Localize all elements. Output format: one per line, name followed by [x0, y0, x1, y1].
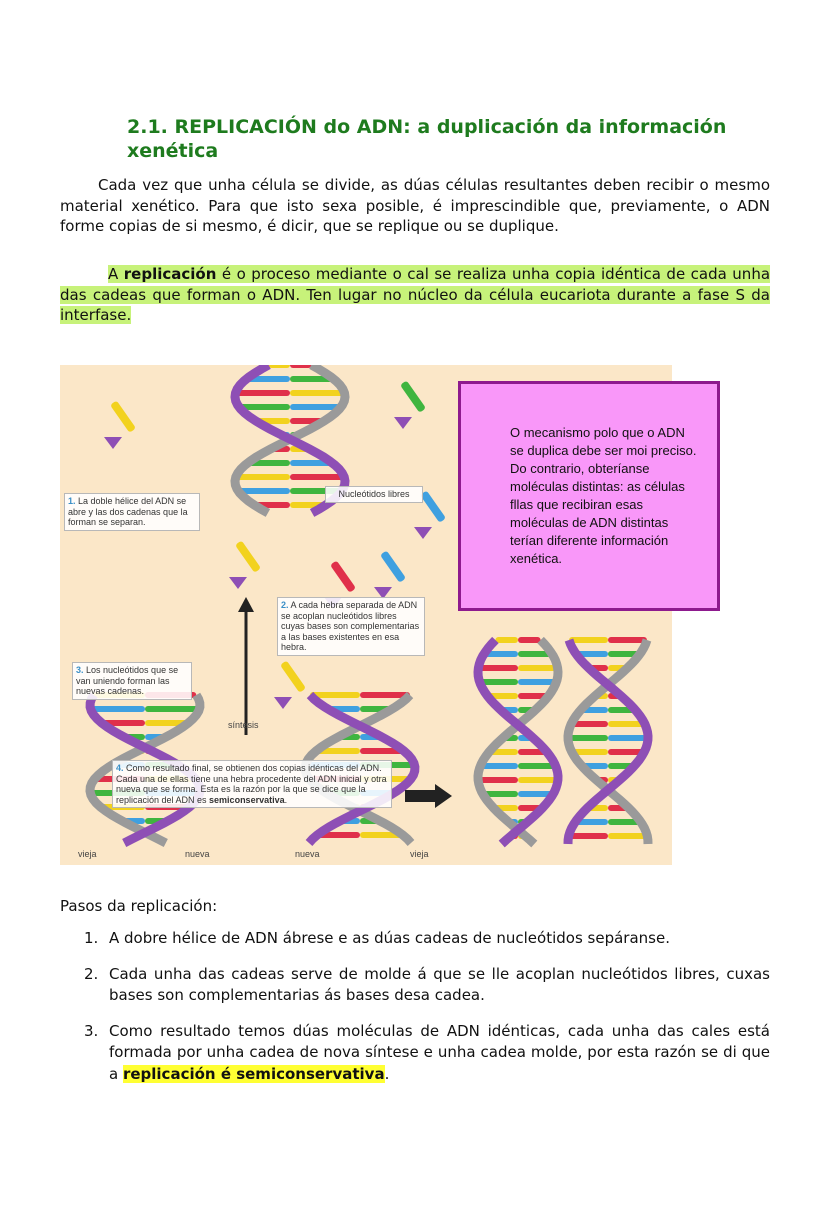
result-helix-a-base-pair [478, 665, 518, 671]
step4-caption: 4. Como resultado final, se obtienen dos copias idénticas del ADN. Cada una de ellas tiene una hebra procedente del ADN inicial y otra nueva que se forma. Esta es la razón por la que se dice que la replicación del ADN es semiconservativa. [112, 760, 392, 808]
result-helix-a-base-pair [495, 637, 518, 643]
daughter-helix-left-base-pair [91, 706, 145, 712]
definition-highlight [60, 265, 770, 324]
free-nucleotide [280, 660, 306, 692]
semiconservative-highlight: replicación é semiconservativa [122, 1064, 385, 1083]
result-helix-a-base-pair [518, 665, 558, 671]
intro-paragraph: Cada vez que unha célula se divide, as dúas células resultantes deben recibir o mesmo material xenético. Para que isto sexa posible, é imprescindible que, previamente, o ADN forme copias de si mesmo, é dicir, que se replique ou se duplique. [60, 176, 770, 235]
free-nucleotide [235, 540, 261, 572]
parent-helix-base-pair [236, 474, 290, 480]
section-title: 2.1. REPLICACIÓN do ADN: a duplicación da información xenética [127, 116, 727, 162]
result-helix-b-base-pair [608, 637, 647, 643]
free-nucleotides-caption: Nucleótidos libres [325, 486, 423, 503]
result-helix-b-base-pair [608, 833, 647, 839]
definition-term: replicación [123, 265, 217, 283]
synthesis-arrowhead [238, 597, 254, 612]
free-nucleotide [380, 550, 406, 582]
free-nucleotide-phosphate [274, 697, 292, 709]
result-arrowhead [435, 784, 452, 808]
free-nucleotide-phosphate [394, 417, 412, 429]
free-nucleotide [420, 490, 446, 522]
strand-label-old-right: vieja [410, 849, 429, 859]
list-item: 1. A dobre hélice de ADN ábrese e as dúas cadeas de nucleótidos sepáranse. [84, 929, 670, 947]
strand-label-new-right: nueva [295, 849, 320, 859]
daughter-helix-left-base-pair [145, 706, 199, 712]
parent-helix-base-pair [236, 390, 290, 396]
strand-label-new-left: nueva [185, 849, 210, 859]
step3-caption: 3. Los nucleótidos que se van uniendo forman las nuevas cadenas. [72, 662, 192, 700]
free-nucleotide [330, 560, 356, 592]
list-item: 2. Cada unha das cadeas serve de molde á que se lle acoplan nucleótidos libres, cuxas bases son complementarias ás bases desa cadea. [84, 964, 770, 1004]
steps-list [60, 928, 770, 1099]
strand-label-old-left: vieja [78, 849, 97, 859]
step1-caption: 1. La doble hélice del ADN se abre y las dos cadenas que la forman se separan. [64, 493, 200, 531]
definition-prefix: A [108, 265, 124, 283]
step2-caption: 2. A cada hebra separada de ADN se acoplan nucleótidos libres cuyas bases son complementarias a las bases existentes en esa hebra. [277, 597, 425, 656]
result-helix-a-base-pair [478, 777, 518, 783]
free-nucleotide-phosphate [229, 577, 247, 589]
steps-heading: Pasos da replicación: [60, 897, 218, 915]
free-nucleotide [400, 380, 426, 412]
result-helix-a-base-pair [518, 637, 541, 643]
result-helix-b-base-pair [569, 637, 608, 643]
free-nucleotide-phosphate [414, 527, 432, 539]
definition-paragraph [60, 264, 770, 326]
free-nucleotide-phosphate [104, 437, 122, 449]
result-helix-a-base-pair [518, 777, 558, 783]
parent-helix-base-pair [290, 365, 311, 368]
note-text: O mecanismo polo que o ADN se duplica debe ser moi preciso. Do contrario, obteríanse moléculas distintas: as células fllas que recibiran esas moléculas de ADN distintas terían diferente información xenética. [510, 425, 697, 566]
result-arrow-shaft [405, 790, 435, 802]
parent-helix-base-pair [269, 365, 290, 368]
parent-helix-base-pair [290, 390, 344, 396]
list-item: 3. Como resultado temos dúas moléculas de ADN idénticas, cada unha das cales está formada por unha cadea de nova síntese e unha cadea molde, por esta razón se di que a replicación é semiconservativa. [84, 1021, 770, 1083]
free-nucleotide [110, 400, 136, 432]
definition-rest: é o proceso mediante o cal se realiza unha copia idéntica de cada unha das cadeas que forman o ADN. Ten lugar no núcleo da célula eucariota durante a fase S da interfase. [60, 265, 771, 324]
synthesis-label: síntesis [228, 720, 259, 730]
result-helix-b-base-pair [608, 735, 648, 741]
result-helix-b-base-pair [569, 833, 608, 839]
result-helix-b-base-pair [568, 735, 608, 741]
parent-helix-base-pair [290, 474, 344, 480]
